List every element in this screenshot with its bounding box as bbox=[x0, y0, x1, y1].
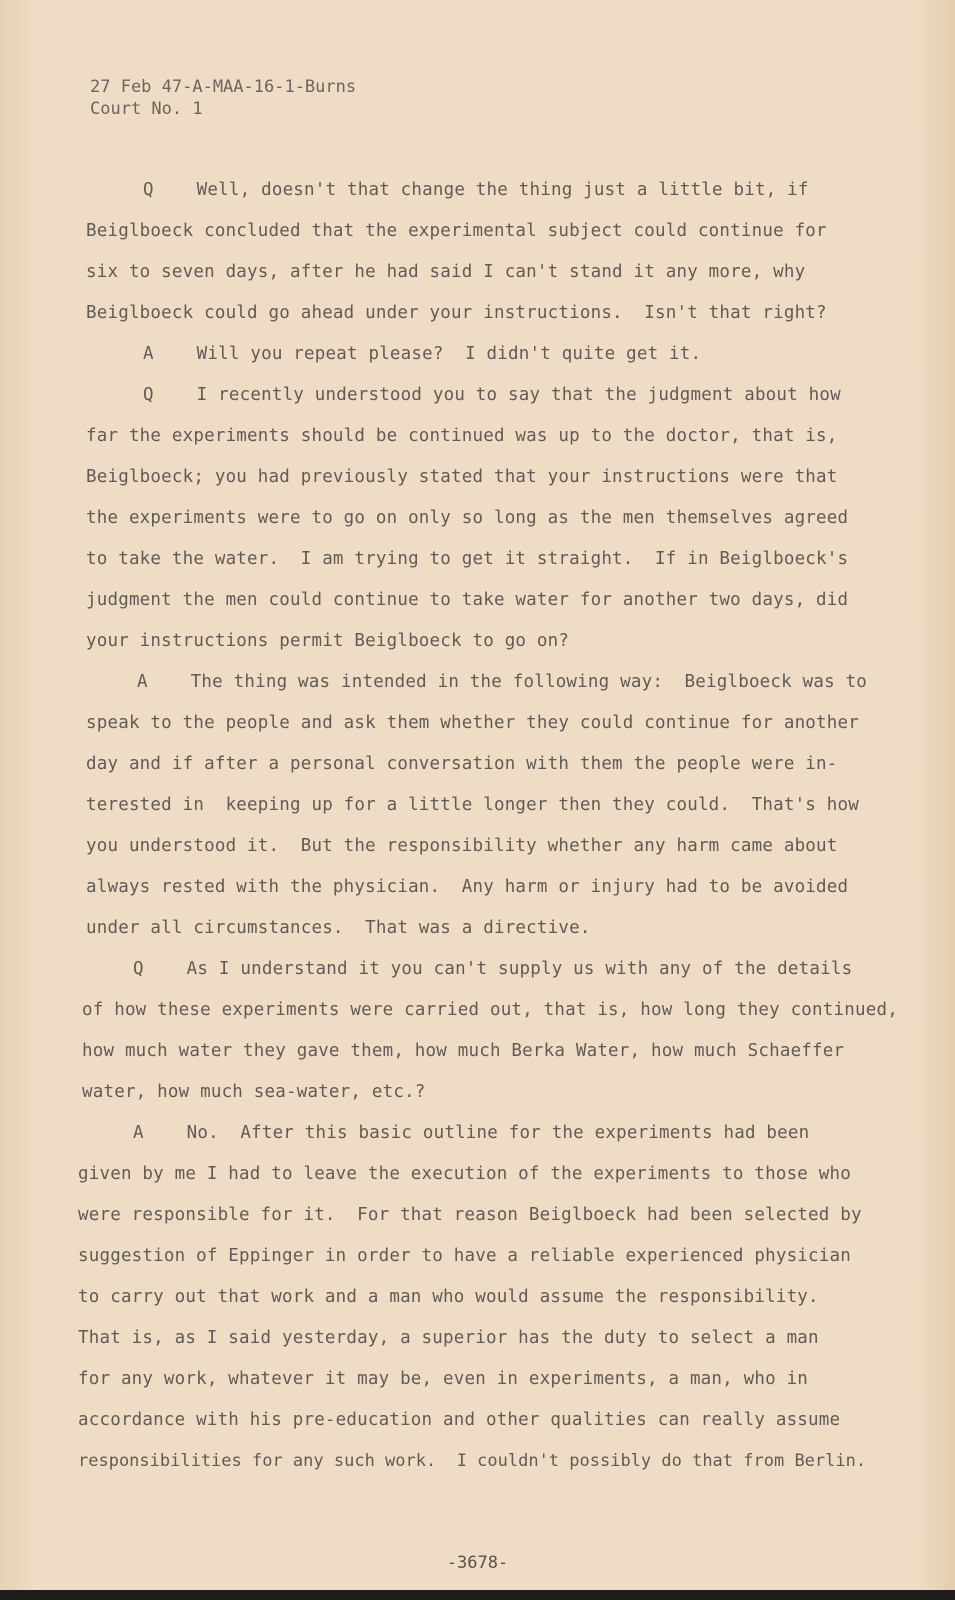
text-line: you understood it. But the responsibility whether any harm came about bbox=[86, 836, 838, 856]
header-reference: 27 Feb 47-A-MAA-16-1-Burns bbox=[90, 77, 357, 97]
text-line: to carry out that work and a man who would assume the responsibility. bbox=[78, 1287, 819, 1307]
text-line: for any work, whatever it may be, even in experiments, a man, who in bbox=[78, 1369, 809, 1389]
text-line: accordance with his pre-education and other qualities can really assume bbox=[78, 1410, 841, 1430]
text-line: A No. After this basic outline for the experiments had been bbox=[133, 1123, 810, 1143]
text-line: six to seven days, after he had said I can't stand it any more, why bbox=[86, 262, 806, 282]
text-line: Beiglboeck; you had previously stated that your instructions were that bbox=[86, 467, 838, 487]
text-line: Q Well, doesn't that change the thing just a little bit, if bbox=[143, 180, 809, 200]
text-line: Beiglboeck could go ahead under your instructions. Isn't that right? bbox=[86, 303, 827, 323]
text-line: always rested with the physician. Any harm or injury had to be avoided bbox=[86, 877, 849, 897]
text-line: judgment the men could continue to take water for another two days, did bbox=[86, 590, 849, 610]
scan-edge bbox=[0, 1590, 955, 1600]
document-header bbox=[90, 76, 356, 120]
text-line: Q As I understand it you can't supply us with any of the details bbox=[133, 959, 853, 979]
text-line: That is, as I said yesterday, a superior has the duty to select a man bbox=[78, 1328, 819, 1348]
text-line: your instructions permit Beiglboeck to go on? bbox=[86, 631, 570, 651]
text-line: speak to the people and ask them whether they could continue for another bbox=[86, 713, 859, 733]
text-line: the experiments were to go on only so long as the men themselves agreed bbox=[86, 508, 849, 528]
text-line: were responsible for it. For that reason Beiglboeck had been selected by bbox=[78, 1205, 862, 1225]
text-line: of how these experiments were carried out, that is, how long they continued, bbox=[82, 1000, 898, 1020]
text-line: given by me I had to leave the execution of the experiments to those who bbox=[78, 1164, 851, 1184]
text-line: to take the water. I am trying to get it straight. If in Beiglboeck's bbox=[86, 549, 849, 569]
text-line: under all circumstances. That was a directive. bbox=[86, 918, 591, 938]
header-court: Court No. 1 bbox=[90, 99, 203, 119]
text-line: A The thing was intended in the following way: Beiglboeck was to bbox=[137, 672, 868, 692]
text-line: responsibilities for any such work. I couldn't possibly do that from Berlin. bbox=[78, 1451, 867, 1471]
text-line: A Will you repeat please? I didn't quite get it. bbox=[143, 344, 702, 364]
text-line: how much water they gave them, how much Berka Water, how much Schaeffer bbox=[82, 1041, 845, 1061]
text-line: terested in keeping up for a little longer then they could. That's how bbox=[86, 795, 859, 815]
text-line: far the experiments should be continued was up to the doctor, that is, bbox=[86, 426, 838, 446]
page-number: -3678- bbox=[446, 1553, 509, 1573]
text-line: Q I recently understood you to say that the judgment about how bbox=[143, 385, 841, 405]
text-line: suggestion of Eppinger in order to have a reliable experienced physician bbox=[78, 1246, 851, 1266]
text-line: day and if after a personal conversation with them the people were in- bbox=[86, 754, 838, 774]
text-line: water, how much sea-water, etc.? bbox=[82, 1082, 426, 1102]
text-line: Beiglboeck concluded that the experimental subject could continue for bbox=[86, 221, 827, 241]
